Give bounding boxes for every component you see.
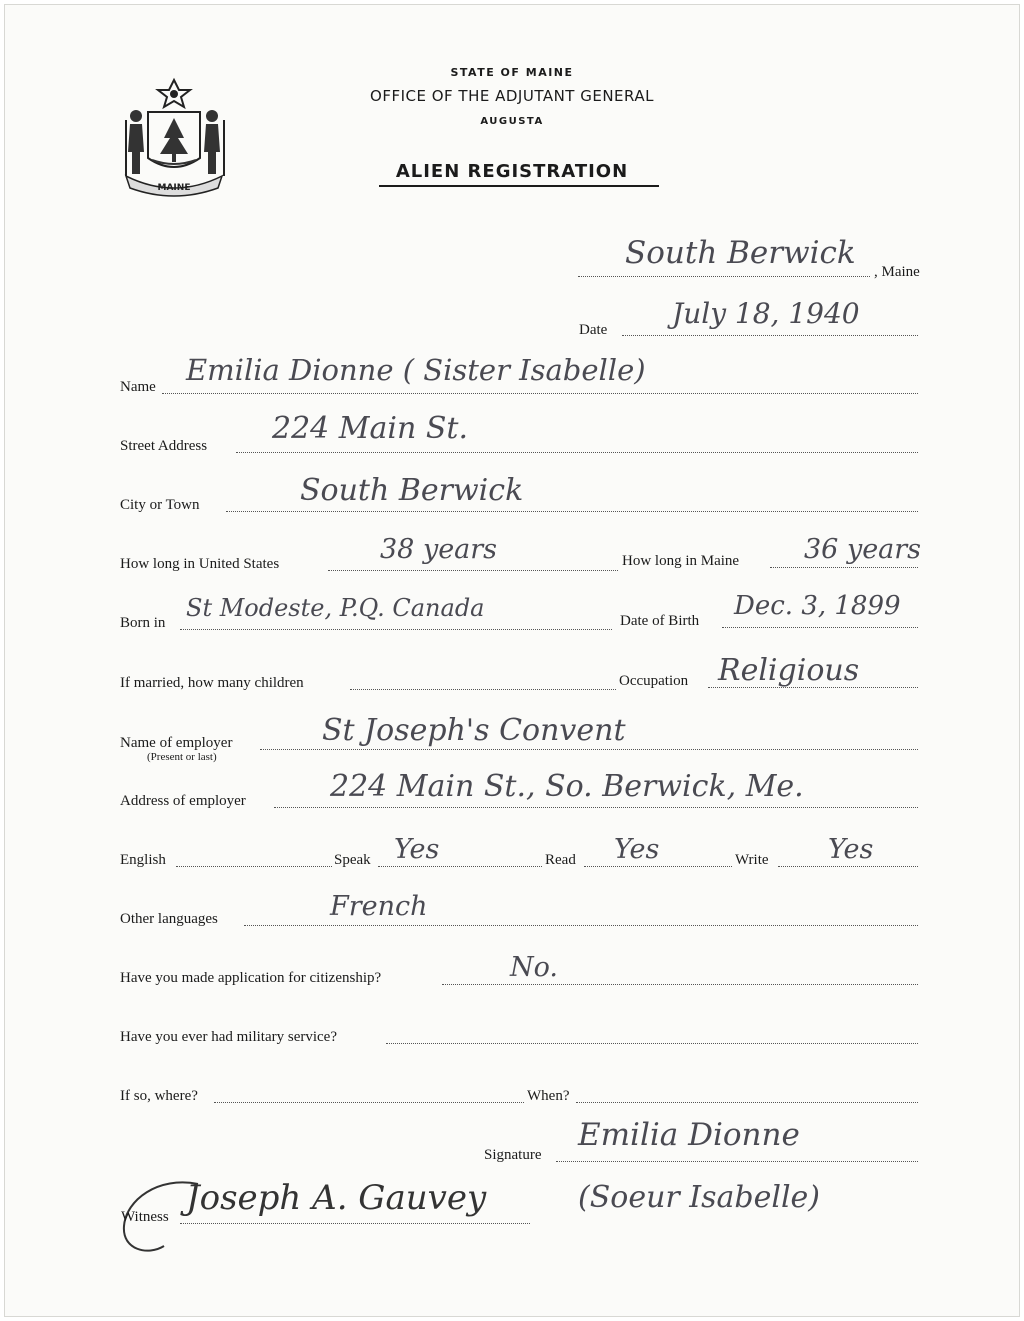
date-entry: July 18, 1940 bbox=[672, 297, 860, 330]
name-entry: Emilia Dionne ( Sister Isabelle) bbox=[186, 353, 646, 387]
place-suffix-label: , Maine bbox=[874, 264, 920, 280]
read-line bbox=[584, 866, 732, 867]
where-line bbox=[214, 1102, 524, 1103]
where-label: If so, where? bbox=[120, 1088, 198, 1104]
name-label: Name bbox=[120, 379, 156, 395]
title-underline bbox=[379, 185, 659, 187]
dob-label: Date of Birth bbox=[620, 613, 700, 629]
city-heading: AUGUSTA bbox=[480, 116, 544, 127]
military-label: Have you ever had military service? bbox=[120, 1029, 337, 1045]
military-line bbox=[386, 1043, 918, 1044]
signature-line bbox=[556, 1161, 918, 1162]
born-line bbox=[180, 629, 612, 630]
street-entry: 224 Main St. bbox=[272, 411, 468, 446]
read-entry: Yes bbox=[614, 834, 660, 865]
speak-label: Speak bbox=[334, 852, 371, 868]
occupation-entry: Religious bbox=[718, 653, 860, 688]
employer-line bbox=[260, 749, 918, 750]
born-label: Born in bbox=[120, 615, 166, 631]
born-entry: St Modeste, P.Q. Canada bbox=[186, 594, 485, 622]
form-title: ALIEN REGISTRATION bbox=[395, 161, 629, 182]
write-line bbox=[778, 866, 918, 867]
speak-line bbox=[378, 866, 542, 867]
read-label: Read bbox=[545, 852, 576, 868]
date-line bbox=[622, 335, 918, 336]
office-heading: OFFICE OF THE ADJUTANT GENERAL bbox=[370, 87, 654, 105]
how-long-maine-line bbox=[770, 567, 918, 568]
write-label: Write bbox=[735, 852, 769, 868]
place-line bbox=[578, 276, 870, 277]
witness-label: Witness bbox=[121, 1209, 169, 1225]
date-label: Date bbox=[579, 322, 608, 338]
when-line bbox=[576, 1102, 918, 1103]
street-line bbox=[236, 452, 918, 453]
how-long-us-label: How long in United States bbox=[120, 556, 280, 572]
signature-entry: Emilia Dionne bbox=[578, 1117, 800, 1153]
citizenship-line bbox=[442, 984, 918, 985]
speak-entry: Yes bbox=[394, 834, 440, 865]
children-label: If married, how many children bbox=[120, 675, 304, 691]
employer-address-line bbox=[274, 807, 918, 808]
other-languages-entry: French bbox=[330, 891, 428, 922]
witness-entry: Joseph A. Gauvey bbox=[186, 1178, 487, 1218]
occupation-label: Occupation bbox=[619, 673, 689, 689]
dob-entry: Dec. 3, 1899 bbox=[734, 591, 901, 621]
employer-entry: St Joseph's Convent bbox=[322, 713, 626, 748]
how-long-maine-label: How long in Maine bbox=[622, 553, 740, 569]
other-languages-line bbox=[244, 925, 918, 926]
citizenship-entry: No. bbox=[510, 952, 558, 983]
witness-line bbox=[180, 1223, 530, 1224]
write-entry: Yes bbox=[828, 834, 874, 865]
citizenship-label: Have you made application for citizenship? bbox=[120, 970, 382, 986]
street-label: Street Address bbox=[120, 438, 208, 454]
employer-note: (Present or last) bbox=[147, 751, 217, 763]
employer-address-label: Address of employer bbox=[120, 793, 246, 809]
signature-label: Signature bbox=[484, 1147, 542, 1163]
english-label: English bbox=[120, 852, 166, 868]
city-line bbox=[226, 511, 918, 512]
city-label: City or Town bbox=[120, 497, 200, 513]
signature-note: (Soeur Isabelle) bbox=[578, 1180, 821, 1215]
when-label: When? bbox=[527, 1088, 570, 1104]
dob-line bbox=[722, 627, 918, 628]
other-languages-label: Other languages bbox=[120, 911, 218, 927]
employer-label: Name of employer bbox=[120, 735, 233, 751]
city-entry: South Berwick bbox=[300, 473, 524, 508]
children-line bbox=[350, 689, 616, 690]
how-long-us-line bbox=[328, 570, 618, 571]
seal-banner-text: MAINE bbox=[157, 183, 191, 193]
how-long-us-entry: 38 years bbox=[380, 534, 498, 565]
state-heading: STATE OF MAINE bbox=[450, 66, 574, 79]
name-line bbox=[162, 393, 918, 394]
form-page bbox=[4, 4, 1020, 1317]
how-long-maine-entry: 36 years bbox=[804, 534, 922, 565]
employer-address-entry: 224 Main St., So. Berwick, Me. bbox=[330, 769, 804, 804]
place-entry: South Berwick bbox=[625, 235, 856, 271]
english-line bbox=[176, 866, 332, 867]
